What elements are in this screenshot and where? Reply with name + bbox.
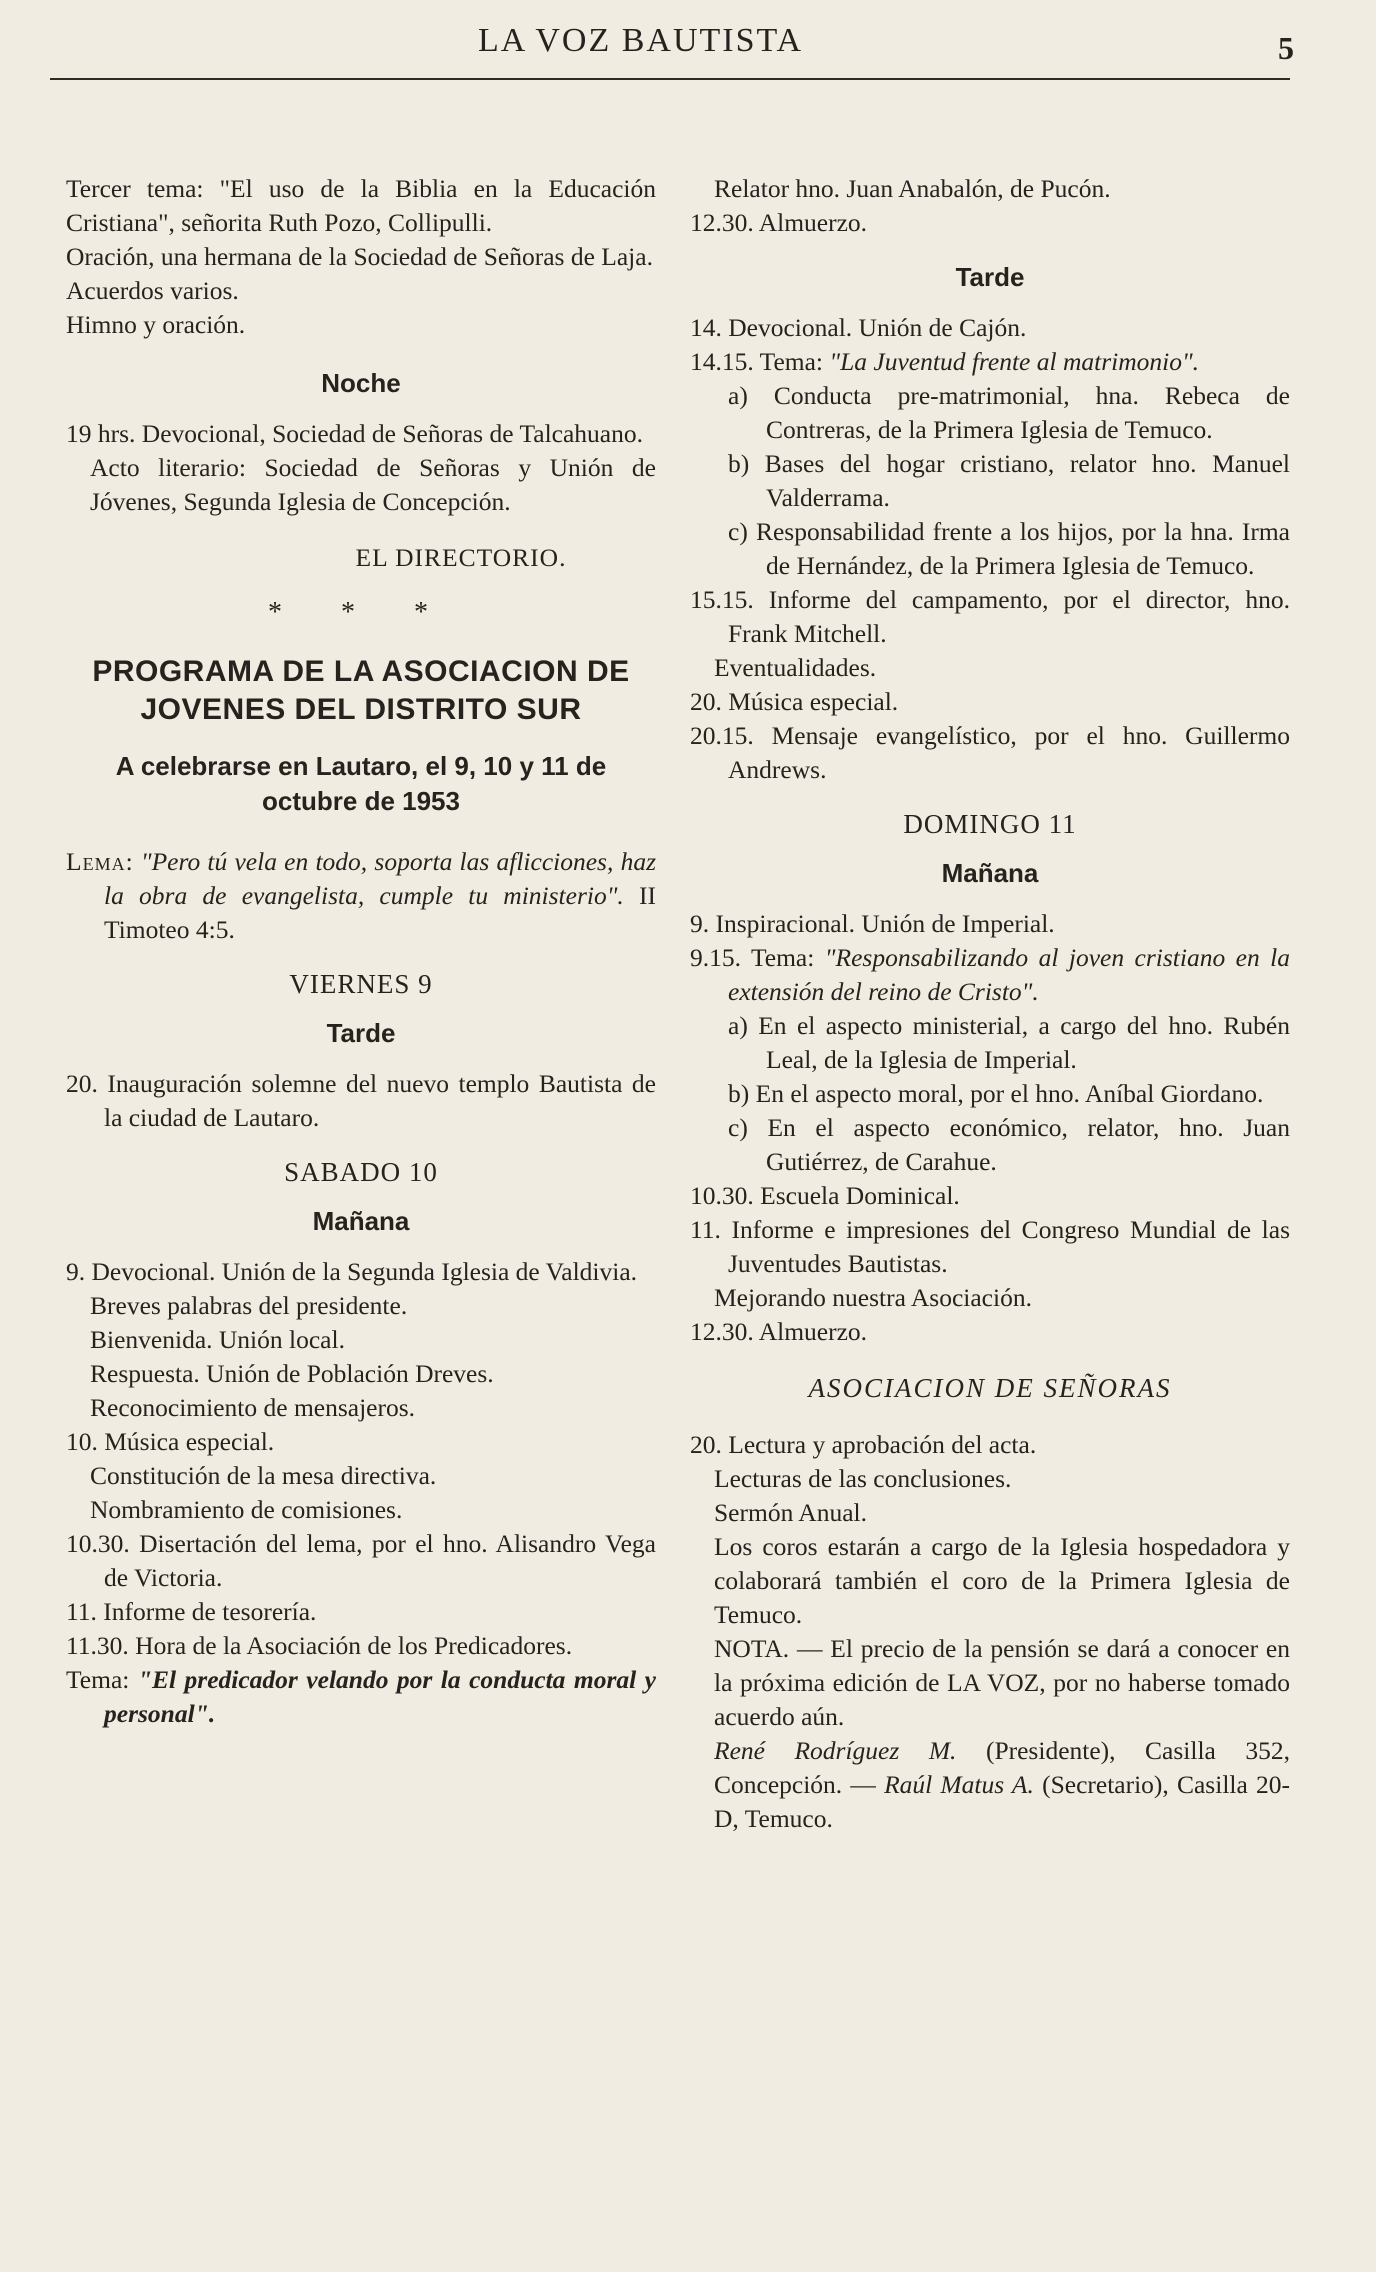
signer-secretary-info: (Secretario), Casilla 20-D, Temuco. bbox=[714, 1770, 1290, 1833]
sabado-item: 10. Música especial. bbox=[66, 1427, 275, 1456]
page-number: 5 bbox=[1278, 30, 1294, 66]
sabado-item: Nombramiento de comisiones. bbox=[90, 1495, 403, 1524]
viernes-tarde-item: 20. Inauguración solemne del nuevo templo Bautista de la ciudad de Lautaro. bbox=[66, 1069, 656, 1132]
right-column bbox=[690, 172, 1290, 1836]
senoras-item: 20. Lectura y aprobación del acta. bbox=[690, 1430, 1037, 1459]
signer-president-info: (Presidente), Casilla 352, Concepción. — bbox=[714, 1736, 1291, 1799]
sabado-manana-heading: Mañana bbox=[312, 1206, 410, 1236]
nota-paragraph: NOTA. — El precio de la pensión se dará a conocer en la próxima edición de LA VOZ, por no haberse tomado acuerdo aún. bbox=[714, 1634, 1290, 1731]
domingo-item: 9. Inspiracional. Unión de Imperial. bbox=[690, 909, 1055, 938]
tarde-tema-text: "La Juventud frente al matrimonio". bbox=[829, 347, 1200, 376]
separator-stars: * * * bbox=[268, 597, 454, 628]
left-column bbox=[66, 172, 656, 1731]
tarde-item: 20. Música especial. bbox=[690, 687, 899, 716]
intro-list bbox=[66, 172, 656, 342]
tarde-item: Eventualidades. bbox=[714, 653, 877, 682]
tarde-item: 20.15. Mensaje evangelístico, por el hno. Guillermo Andrews. bbox=[690, 721, 1290, 784]
sabado-item: 9. Devocional. Unión de la Segunda Iglesia de Valdivia. bbox=[66, 1257, 638, 1286]
sabado-item: 11. Informe de tesorería. bbox=[66, 1597, 317, 1626]
viernes-heading: VIERNES 9 bbox=[289, 969, 433, 999]
lema-paragraph bbox=[66, 845, 656, 947]
domingo-subitem: c) En el aspecto económico, relator, hno. Juan Gutiérrez, de Carahue. bbox=[728, 1113, 1290, 1176]
sabado-item: Respuesta. Unión de Población Dreves. bbox=[90, 1359, 494, 1388]
signer-secretary: Raúl Matus A. bbox=[884, 1770, 1034, 1799]
domingo-tema bbox=[690, 941, 1290, 1009]
domingo-item: 12.30. Almuerzo. bbox=[690, 1317, 868, 1346]
sabado-heading: SABADO 10 bbox=[284, 1157, 438, 1187]
tarde-subitem: c) Responsabilidad frente a los hijos, por la hna. Irma de Hernández, de la Primera Iglesia de Temuco. bbox=[728, 517, 1290, 580]
domingo-item: Mejorando nuestra Asociación. bbox=[714, 1283, 1032, 1312]
tarde-tema-label: 14.15. Tema: bbox=[690, 347, 824, 376]
tarde-item: 15.15. Informe del campamento, por el director, hno. Frank Mitchell. bbox=[690, 585, 1290, 648]
right-top-item: Relator hno. Juan Anabalón, de Pucón. bbox=[714, 174, 1111, 203]
signer-president: René Rodríguez M. bbox=[714, 1736, 957, 1765]
intro-item: Tercer tema: "El uso de la Biblia en la Educación Cristiana", señorita Ruth Pozo, Collipulli. bbox=[66, 174, 656, 237]
lema-reference: II Timoteo 4:5. bbox=[104, 881, 657, 944]
senoras-item: Los coros estarán a cargo de la Iglesia hospedadora y colaborará también el coro de la Primera Iglesia de Temuco. bbox=[714, 1532, 1290, 1629]
domingo-item: 10.30. Escuela Dominical. bbox=[690, 1181, 960, 1210]
sabado-tarde-heading: Tarde bbox=[955, 262, 1025, 292]
intro-item: Oración, una hermana de la Sociedad de Señoras de Laja. bbox=[66, 242, 653, 271]
domingo-subitem: b) En el aspecto moral, por el hno. Aníbal Giordano. bbox=[728, 1079, 1264, 1108]
domingo-manana-heading: Mañana bbox=[941, 858, 1039, 888]
lema-label: Lema: bbox=[66, 847, 134, 876]
noche-item: 19 hrs. Devocional, Sociedad de Señoras de Talcahuano. bbox=[66, 419, 643, 448]
sabado-item: 10.30. Disertación del lema, por el hno. Alisandro Vega de Victoria. bbox=[66, 1529, 656, 1592]
domingo-subitem: a) En el aspecto ministerial, a cargo del hno. Rubén Leal, de la Iglesia de Imperial. bbox=[728, 1011, 1290, 1074]
tarde-subitem: b) Bases del hogar cristiano, relator hno. Manuel Valderrama. bbox=[728, 449, 1290, 512]
tema-label: Tema: bbox=[66, 1665, 130, 1694]
sabado-item: 11.30. Hora de la Asociación de los Predicadores. bbox=[66, 1631, 573, 1660]
right-top-item: 12.30. Almuerzo. bbox=[690, 208, 868, 237]
domingo-item: 11. Informe e impresiones del Congreso Mundial de las Juventudes Bautistas. bbox=[690, 1215, 1290, 1278]
sabado-item: Breves palabras del presidente. bbox=[90, 1291, 408, 1320]
header-rule bbox=[50, 78, 1290, 80]
sabado-item: Bienvenida. Unión local. bbox=[90, 1325, 345, 1354]
sabado-item: Constitución de la mesa directiva. bbox=[90, 1461, 437, 1490]
domingo-tema-text: "Responsabilizando al joven cristiano en la extensión del reino de Cristo". bbox=[728, 943, 1291, 1006]
intro-item: Acuerdos varios. bbox=[66, 276, 239, 305]
tarde-item: 14. Devocional. Unión de Cajón. bbox=[690, 313, 1027, 342]
signatures bbox=[690, 1734, 1290, 1836]
senoras-item: Sermón Anual. bbox=[714, 1498, 867, 1527]
noche-item: Acto literario: Sociedad de Señoras y Unión de Jóvenes, Segunda Iglesia de Concepción. bbox=[90, 453, 656, 516]
program-title: PROGRAMA DE LA ASOCIACION DE JOVENES DEL DISTRITO SUR bbox=[92, 655, 630, 726]
publication-title: LA VOZ BAUTISTA bbox=[478, 22, 804, 59]
noche-heading: Noche bbox=[321, 368, 401, 398]
domingo-heading: DOMINGO 11 bbox=[903, 809, 1077, 839]
sabado-manana-list bbox=[66, 1255, 656, 1663]
senoras-heading: ASOCIACION DE SEÑORAS bbox=[808, 1373, 1172, 1403]
viernes-tarde-heading: Tarde bbox=[326, 1018, 396, 1048]
intro-item: Himno y oración. bbox=[66, 310, 246, 339]
tarde-tema bbox=[690, 345, 1290, 379]
senoras-item: Lecturas de las conclusiones. bbox=[714, 1464, 1012, 1493]
program-subtitle: A celebrarse en Lautaro, el 9, 10 y 11 de octubre de 1953 bbox=[115, 751, 607, 816]
lema-text: "Pero tú vela en todo, soporta las aflicciones, haz la obra de evangelista, cumple tu ministerio". bbox=[104, 847, 656, 910]
tema-text: "El predicador velando por la conducta moral y personal". bbox=[104, 1665, 657, 1728]
predicadores-tema bbox=[66, 1663, 656, 1731]
sabado-item: Reconocimiento de mensajeros. bbox=[90, 1393, 416, 1422]
signature: EL DIRECTORIO. bbox=[355, 543, 567, 572]
page-header bbox=[0, 0, 1376, 90]
domingo-tema-label: 9.15. Tema: bbox=[690, 943, 815, 972]
tarde-subitem: a) Conducta pre-matrimonial, hna. Rebeca de Contreras, de la Primera Iglesia de Temuco. bbox=[728, 381, 1290, 444]
